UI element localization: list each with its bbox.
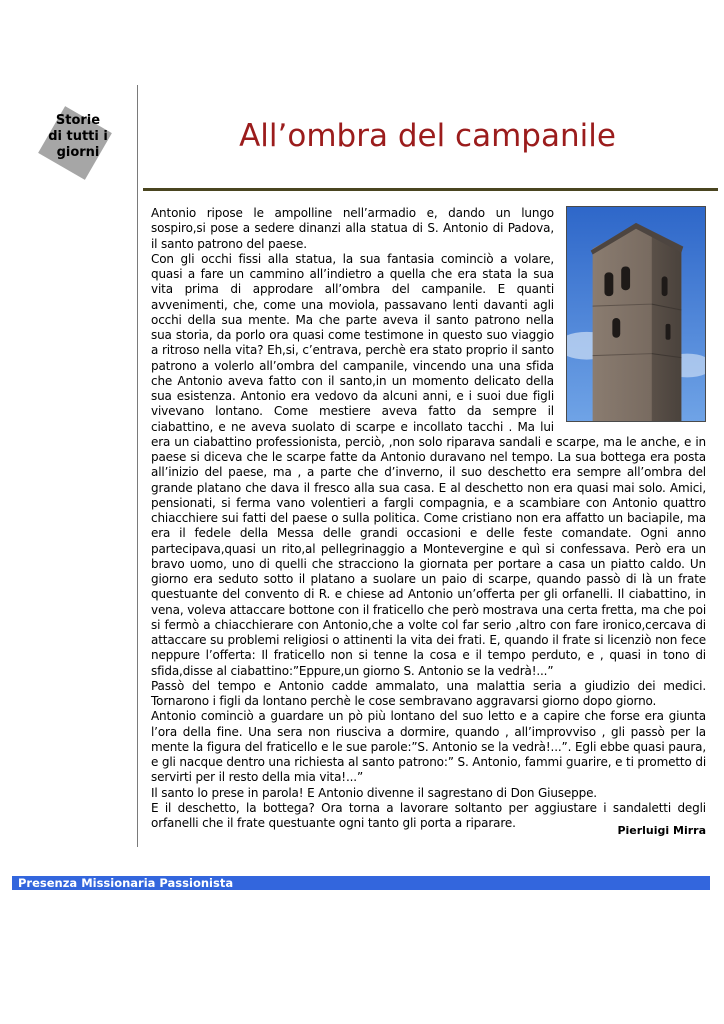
article-title: All’ombra del campanile — [239, 118, 616, 154]
bell-tower-photo — [566, 206, 706, 422]
paragraph: Con gli occhi fissi alla statua, la sua fantasia cominciò a volare, quasi a fare un cammino all’indietro a quella che era stata la sua vita prima di approdare all’ombra del campanile. E quanti avvenimenti, che, come una moviola, passavano lenti davanti agli occhi della sua mente. Ma che parte aveva il santo patrono nella sua storia, da porlo ora quasi come testimone in questo suo viaggio a ritroso nella vita? Eh,si, c’entrava, perchè era stato proprio il santo patrono a volerlo all’ombra del campanile, vincendo una una sfida che Antonio aveva fatto con il santo,in un momento delicato della sua esistenza. Antonio era vedovo da alcuni anni, e i suoi due figli vivevano lontano. Come mestiere aveva fatto da sempre il ciabattino, e ne aveva suolato di scarpe e incollato tacchi . Ma lui era un ciabattino professionista, perciò, ,non solo riparava sandali e scarpe, ma le anche, e in paese si diceva che le scarpe fatte da Antonio duravano nel tempo. La sua bottega era posta all’inizio del paese, ma , a parte che d’inverno, il suo deschetto era sempre all’ombra del grande platano che dava il fresco alla sua casa. E al deschetto non era quasi mai solo. Amici, pensionati, si ferma vano volentieri a fargli compagnia, e a scambiare con Antonio quattro chiacchiere sui fatti del paese o sulla politica. Come cristiano non era affatto un baciapile, ma era il fedele della Messa delle grandi occasioni e delle feste comandate. Ogni anno partecipava,quasi un rito,al pellegrinaggio a Montevergine e quì si confessava. Però era un bravo uomo, uno di quelli che stracciono la giornata per portare a casa un piatto caldo. Un giorno era seduto sotto il platano a suolare un paio di scarpe, quando passò di là un frate questuante del convento di R. e chiese ad Antonio un’offerta per gli orfanelli. Il ciabattino, in vena, voleva attaccare bottone con il fraticello che però mostrava una certa fretta, ma che poi si fermò a chiacchierare con Antonio,che a volte col far serio ,altro con fare ironico,cercava di attaccare su problemi religiosi o attinenti la vita dei frati. E, quando il frate si licenziò non fece neppure l’offerta: Il fraticello non si tenne la cosa e il tempo perduto, e , quasi in tono di sfida,disse al ciabattino:”Eppure,un giorno S. Antonio se la vedrà!...” — [151, 251, 706, 678]
paragraph: Antonio cominciò a guardare un pò più lontano del suo letto e a capire che forse era giunta l’ora della fine. Una sera non riusciva a dormire, quando , all’improvviso , gli passò per la mente la figura del fraticello e le sue parole:”S. Antonio se la vedrà!...”. Egli ebbe quasi paura, e gli nacque dentro una richiesta al santo patrono:” S. Antonio, fammi guarire, e ti prometto di servirti per il resto della mia vita!...” — [151, 709, 706, 785]
title-rule — [143, 188, 718, 191]
section-badge-line: giorni — [56, 145, 100, 160]
bell-tower-illustration — [567, 207, 705, 421]
author-signature: Pierluigi Mirra — [617, 824, 706, 837]
column-divider — [137, 85, 138, 847]
article-body — [151, 206, 706, 831]
paragraph: Passò del tempo e Antonio cadde ammalato, una malattia seria a giudizio dei medici. Tornarono i figli da lontano perchè le cose sembravano aggravarsi giorno dopo giorno. — [151, 678, 706, 708]
paragraph: Il santo lo prese in parola! E Antonio divenne il sagrestano di Don Giuseppe. — [151, 785, 597, 800]
section-badge-line: Storie — [55, 113, 101, 128]
footer-label: Presenza Missionaria Passionista — [18, 876, 234, 890]
paragraph: Antonio ripose le ampolline nell’armadio e, dando un lungo sospiro,si pose a sedere dinanzi alla statua di S. Antonio di Padova, il santo patrono del paese. — [151, 206, 554, 251]
section-badge — [38, 113, 118, 161]
section-badge-line: di tutti i — [48, 129, 108, 144]
paragraph: E il deschetto, la bottega? Ora torna a lavorare soltanto per aggiustare i sandaletti degli orfanelli che il frate questuante ogni tanto gli porta a riparare. — [151, 800, 706, 830]
